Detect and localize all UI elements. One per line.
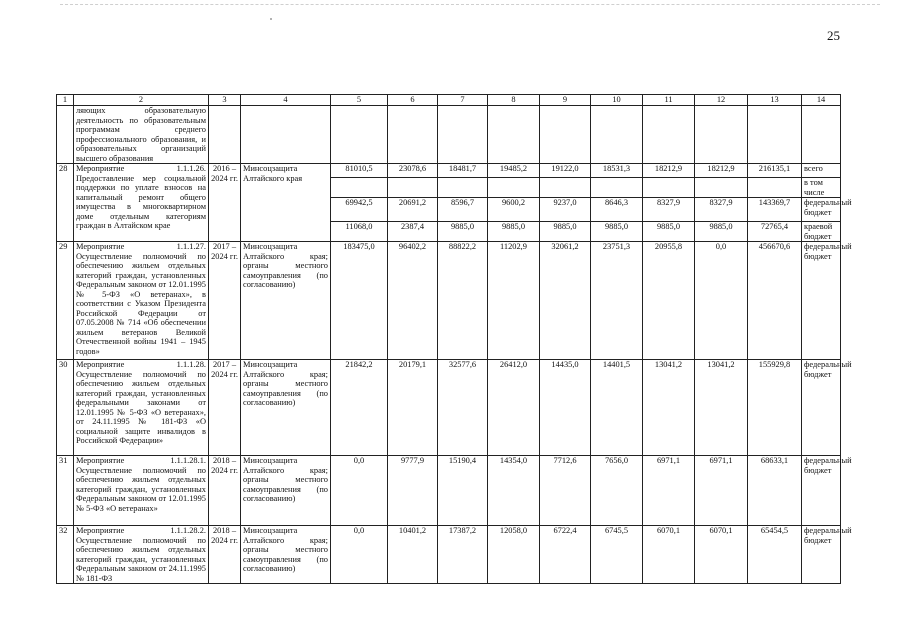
cell-funding-source: федеральный бюджет	[802, 198, 841, 222]
cell-amount: 15190,4	[438, 456, 488, 526]
cell-executor: Минсоцзащита Алтайского края; органы местного самоуправления (по согласованию)	[241, 456, 331, 526]
column-header: 10	[591, 95, 643, 106]
cell-amount: 6070,1	[643, 526, 695, 584]
cell-amount	[488, 178, 540, 198]
cell-number: 31	[57, 456, 74, 526]
cell-executor: Минсоцзащита Алтайского края; органы местного самоуправления (по согласованию)	[241, 526, 331, 584]
program-measures-table	[56, 94, 852, 584]
table-row-continued	[57, 106, 841, 164]
cell-amount: 68633,1	[748, 456, 802, 526]
cell-amount: 20955,8	[643, 242, 695, 360]
cell-amount: 216135,1	[748, 164, 802, 178]
scan-artifact-line	[60, 4, 880, 5]
cell-funding-source: краевой бюджет	[802, 222, 841, 242]
cell-years: 2018 – 2024 гг.	[209, 456, 241, 526]
column-header: 6	[388, 95, 438, 106]
cell-years: 2018 – 2024 гг.	[209, 526, 241, 584]
cell-executor: Минсоцзащита Алтайского края	[241, 164, 331, 242]
cell-amount: 88822,2	[438, 242, 488, 360]
cell-funding-source: всего	[802, 164, 841, 178]
cell-amount: 12058,0	[488, 526, 540, 584]
column-header: 9	[540, 95, 591, 106]
column-header: 13	[748, 95, 802, 106]
cell-amount: 9885,0	[643, 222, 695, 242]
cell-amount: 9600,2	[488, 198, 540, 222]
cell-amount: 8327,9	[643, 198, 695, 222]
cell-amount: 20691,2	[388, 198, 438, 222]
cell-amount: 14401,5	[591, 360, 643, 456]
column-header: 11	[643, 95, 695, 106]
cell-amount: 8646,3	[591, 198, 643, 222]
cell-amount: 32061,2	[540, 242, 591, 360]
cell-executor: Минсоцзащита Алтайского края; органы местного самоуправления (по согласованию)	[241, 242, 331, 360]
column-header: 7	[438, 95, 488, 106]
cell-amount: 8596,7	[438, 198, 488, 222]
cell-amount	[388, 178, 438, 198]
cell-amount: 19485,2	[488, 164, 540, 178]
cell-measure-name: Мероприятие 1.1.1.28. Осуществление полномочий по обеспечению жильем отдельных категорий граждан, установленных федеральными законами от 12.01.1995 № 5-ФЗ «О ветеранах», от 24.11.1995 № 181-ФЗ «О социальной защите инвалидов в Российской Федерации»	[74, 360, 209, 456]
cell-amount: 21842,2	[331, 360, 388, 456]
cell-measure-name: Мероприятие 1.1.1.26. Предоставление мер социальной поддержки по уплате взносов на капитальный ремонт общего имущества в многоквартирном доме отдельным категориям граждан в Алтайском крае	[74, 164, 209, 242]
cell-amount: 6971,1	[695, 456, 748, 526]
cell-amount	[438, 178, 488, 198]
cell-amount: 7712,6	[540, 456, 591, 526]
cell-amount: 10401,2	[388, 526, 438, 584]
cell-amount: 13041,2	[643, 360, 695, 456]
column-header: 4	[241, 95, 331, 106]
cell-amount	[643, 178, 695, 198]
cell-number: 28	[57, 164, 74, 242]
cell-executor: Минсоцзащита Алтайского края; органы местного самоуправления (по согласованию)	[241, 360, 331, 456]
cell-amount: 14354,0	[488, 456, 540, 526]
column-header: 2	[74, 95, 209, 106]
cell-number: 29	[57, 242, 74, 360]
cell-amount: 9885,0	[695, 222, 748, 242]
cell-years: 2017 – 2024 гг.	[209, 360, 241, 456]
cell-measure-name: Мероприятие 1.1.1.28.1. Осуществление полномочий по обеспечению жильем отдельных категорий граждан, установленных Федеральным законом от 12.01.1995 № 5-ФЗ «О ветеранах»	[74, 456, 209, 526]
table-row	[57, 164, 841, 178]
cell-amount	[695, 178, 748, 198]
column-header: 12	[695, 95, 748, 106]
column-header: 3	[209, 95, 241, 106]
table-row	[57, 242, 841, 360]
cell-amount: 7656,0	[591, 456, 643, 526]
cell-amount	[331, 178, 388, 198]
cell-amount: 20179,1	[388, 360, 438, 456]
cell-amount: 6722,4	[540, 526, 591, 584]
cell-amount: 26412,0	[488, 360, 540, 456]
cell-years: 2017 – 2024 гг.	[209, 242, 241, 360]
cell-amount: 32577,6	[438, 360, 488, 456]
cell-amount: 9885,0	[438, 222, 488, 242]
cell-amount: 96402,2	[388, 242, 438, 360]
column-header: 8	[488, 95, 540, 106]
cell-amount: 17387,2	[438, 526, 488, 584]
cell-amount: 18481,7	[438, 164, 488, 178]
cell-amount: 0,0	[695, 242, 748, 360]
cell-amount: 65454,5	[748, 526, 802, 584]
cell-amount: 6070,1	[695, 526, 748, 584]
cell-measure-name: Мероприятие 1.1.1.28.2. Осуществление полномочий по обеспечению жильем отдельных категорий граждан, установленных Федеральным законом от 24.11.1995 № 181-ФЗ	[74, 526, 209, 584]
cell-amount	[748, 178, 802, 198]
cell-amount: 9885,0	[488, 222, 540, 242]
cell-amount: 9777,9	[388, 456, 438, 526]
page-number: 25	[827, 28, 840, 43]
cell-amount: 155929,8	[748, 360, 802, 456]
cell-funding-source: федеральный бюджет	[802, 456, 841, 526]
cell-amount: 69942,5	[331, 198, 388, 222]
cell-amount: 8327,9	[695, 198, 748, 222]
column-header: 5	[331, 95, 388, 106]
cell-number: 30	[57, 360, 74, 456]
column-number-row	[57, 95, 841, 106]
cell-amount: 456670,6	[748, 242, 802, 360]
cell-amount	[591, 178, 643, 198]
cell-amount: 81010,5	[331, 164, 388, 178]
cell-funding-source: федеральный бюджет	[802, 360, 841, 456]
cell-amount: 2387,4	[388, 222, 438, 242]
cell-amount: 183475,0	[331, 242, 388, 360]
cell-funding-source: федеральный бюджет	[802, 242, 841, 360]
cell-amount: 23751,3	[591, 242, 643, 360]
scan-artifact-dot	[270, 18, 272, 20]
cell-amount	[540, 178, 591, 198]
cell-amount: 23078,6	[388, 164, 438, 178]
cell-amount: 18531,3	[591, 164, 643, 178]
table-row	[57, 456, 841, 526]
cell-funding-source: федеральный бюджет	[802, 526, 841, 584]
column-header: 1	[57, 95, 74, 106]
cell-amount: 9885,0	[540, 222, 591, 242]
cell-funding-source: в том числе	[802, 178, 841, 198]
cell-amount: 143369,7	[748, 198, 802, 222]
cell-amount: 13041,2	[695, 360, 748, 456]
cell-amount: 6745,5	[591, 526, 643, 584]
cell-number	[57, 106, 74, 164]
cell-amount: 9237,0	[540, 198, 591, 222]
cell-number: 32	[57, 526, 74, 584]
cell-amount: 72765,4	[748, 222, 802, 242]
cell-amount: 0,0	[331, 526, 388, 584]
cell-years: 2016 – 2024 гг.	[209, 164, 241, 242]
cell-amount: 9885,0	[591, 222, 643, 242]
cell-amount: 14435,0	[540, 360, 591, 456]
table-row	[57, 526, 841, 584]
cell-amount: 19122,0	[540, 164, 591, 178]
cell-amount: 11202,9	[488, 242, 540, 360]
cell-amount: 11068,0	[331, 222, 388, 242]
cell-amount: 18212,9	[695, 164, 748, 178]
cell-amount: 18212,9	[643, 164, 695, 178]
cell-measure-name: Мероприятие 1.1.1.27. Осуществление полномочий по обеспечению жильем отдельных категорий граждан, установленных Федеральным законом от 12.01.1995 № 5-ФЗ «О ветеранах», в соответствии с Указом Президента Российской Федерации от 07.05.2008 № 714 «Об обеспечении жильем ветеранов Великой Отечественной войны 1941 – 1945 годов»	[74, 242, 209, 360]
cell-measure-name: ляющих образовательную деятельность по образовательным программам среднего профессионального образования, и образовательных организаций высшего образования	[74, 106, 209, 164]
cell-amount: 0,0	[331, 456, 388, 526]
cell-amount: 6971,1	[643, 456, 695, 526]
table-row	[57, 360, 841, 456]
column-header: 14	[802, 95, 841, 106]
